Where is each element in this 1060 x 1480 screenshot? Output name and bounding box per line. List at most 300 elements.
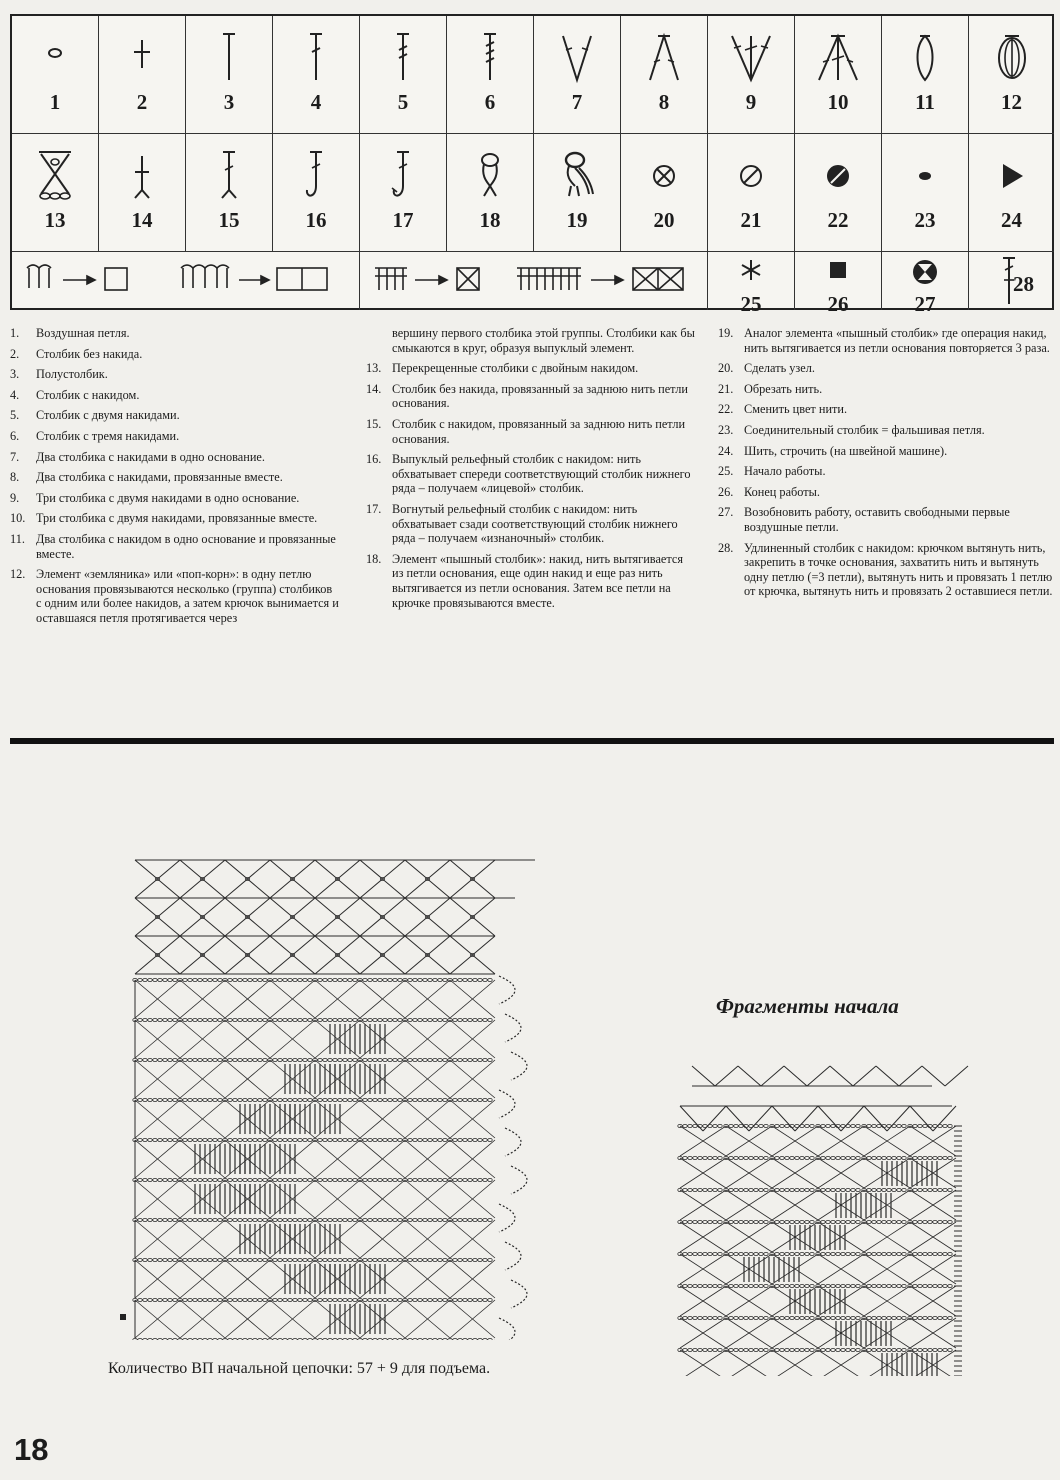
chain-stitch: [393, 1058, 397, 1061]
chain-stitch: [378, 1298, 382, 1301]
chain-stitch: [902, 1252, 906, 1255]
chain-stitch: [408, 978, 412, 981]
chain-stitch: [780, 1188, 784, 1191]
chain-stitch: [688, 1348, 692, 1351]
chain-stitch: [243, 978, 247, 981]
chain-stitch: [933, 1252, 937, 1255]
chart-stroke: [876, 1066, 899, 1086]
chain-stitch: [253, 978, 257, 981]
chain-stitch: [293, 1258, 297, 1261]
chain-stitch: [428, 1138, 432, 1141]
chain-stitch: [363, 1098, 367, 1101]
note-text: вершину первого столбика этой группы. Столбики как бы смыкаются в круг, образуя выпуклый элемент.: [392, 326, 695, 355]
chain-stitch: [408, 1218, 412, 1221]
chain-stitch: [698, 1316, 702, 1319]
joining-arrows-icon: [21, 260, 351, 300]
chain-stitch: [468, 1178, 472, 1181]
chain-stitch: [168, 1018, 172, 1021]
chain-stitch: [488, 1218, 492, 1221]
note-number: 11.: [10, 531, 25, 546]
chain-stitch: [228, 978, 232, 981]
legend-joining-diagram: [360, 252, 708, 310]
chain-stitch: [258, 1058, 262, 1061]
chain-stitch: [258, 1258, 262, 1261]
chain-stitch: [413, 1018, 417, 1021]
chart-stroke: [772, 1350, 818, 1376]
chain-stitch: [902, 1188, 906, 1191]
chain-stitch: [333, 1218, 337, 1221]
chain-stitch: [208, 1098, 212, 1101]
chain-stitch: [203, 1058, 207, 1061]
chain-stitch: [744, 1252, 748, 1255]
chain-stitch: [158, 1178, 162, 1181]
chain-stitch: [213, 978, 217, 981]
chart-stroke: [784, 1066, 807, 1086]
chain-stitch: [168, 1178, 172, 1181]
chain-stitch: [398, 1018, 402, 1021]
chain-stitch: [298, 1058, 302, 1061]
chart-stroke: [818, 1350, 864, 1376]
chain-stitch: [323, 1338, 327, 1340]
chain-stitch: [810, 1316, 814, 1319]
chain-stitch: [313, 1338, 317, 1340]
legend-number: 28: [1013, 272, 1034, 296]
chart-stroke: [945, 1066, 968, 1086]
chain-stitch: [213, 1338, 217, 1340]
chain-stitch: [851, 1220, 855, 1223]
edge-scallop: [511, 1280, 527, 1308]
chain-stitch: [887, 1316, 891, 1319]
chain-stitch: [749, 1316, 753, 1319]
chain-stitch: [453, 1098, 457, 1101]
fragments-title: Фрагменты начала: [716, 994, 899, 1018]
chain-stitch: [693, 1156, 697, 1159]
chain-stitch: [418, 1018, 422, 1021]
chain-stitch: [795, 1316, 799, 1319]
chain-stitch: [163, 1338, 167, 1340]
chain-stitch: [841, 1124, 845, 1127]
note-text: Два столбика с накидами в одно основание.: [36, 449, 265, 464]
chain-stitch: [343, 1338, 347, 1340]
chain-stitch: [183, 978, 187, 981]
joining-arrows-icon: [369, 260, 699, 300]
chain-stitch: [243, 1138, 247, 1141]
legend-number: 5: [397, 90, 409, 114]
chain-stitch: [298, 1218, 302, 1221]
chain-stitch: [198, 1258, 202, 1261]
note-number: 3.: [10, 367, 20, 382]
chain-stitch: [393, 1298, 397, 1301]
note-text: Полустолбик.: [36, 367, 108, 382]
chain-stitch: [208, 1218, 212, 1221]
chain-stitch: [841, 1156, 845, 1159]
chain-stitch: [383, 1018, 387, 1021]
chain-stitch: [739, 1284, 743, 1287]
chain-stitch: [398, 1058, 402, 1061]
note-text: Столбик без накида, провязанный за заднюю нить петли основания.: [392, 381, 688, 411]
chain-stitch: [463, 1178, 467, 1181]
chain-stitch: [303, 1218, 307, 1221]
chain-stitch: [288, 1338, 292, 1340]
chain-stitch: [333, 1018, 337, 1021]
chain-stitch: [248, 1338, 252, 1340]
chain-stitch: [333, 1178, 337, 1181]
chain-stitch: [831, 1156, 835, 1159]
legend-number: 14: [131, 208, 153, 232]
note-item: [718, 382, 1054, 397]
chain-stitch: [238, 1098, 242, 1101]
chain-stitch: [458, 1098, 462, 1101]
chain-stitch: [278, 1058, 282, 1061]
chain-stitch: [398, 978, 402, 981]
legend-number: 1: [49, 90, 61, 114]
chain-stitch: [780, 1252, 784, 1255]
chain-stitch: [288, 1178, 292, 1181]
chain-stitch: [734, 1348, 738, 1351]
chain-stitch: [213, 1058, 217, 1061]
note-text: Элемент «земляника» или «поп-корн»: в одну петлю основания провязываются несколько (группа) столбиков с одним или более накидов, а затем крючок вынимается и оставшаяся петля протягивается через: [36, 567, 339, 625]
chain-stitch: [213, 1098, 217, 1101]
chain-stitch: [168, 1138, 172, 1141]
chain-stitch: [273, 1298, 277, 1301]
legend-number: 19: [566, 208, 588, 232]
chain-stitch: [288, 1138, 292, 1141]
chain-stitch: [153, 1018, 157, 1021]
legend-cell: [447, 134, 534, 252]
chain-stitch: [348, 1338, 352, 1340]
chain-stitch: [303, 1258, 307, 1261]
chain-stitch: [263, 1258, 267, 1261]
note-number: 20.: [718, 361, 734, 376]
chain-stitch: [338, 1018, 342, 1021]
chain-stitch: [826, 1188, 830, 1191]
chain-stitch: [408, 1298, 412, 1301]
chain-stitch: [308, 1138, 312, 1141]
legend-number: 7: [571, 90, 583, 114]
chain-stitch: [243, 1178, 247, 1181]
chain-stitch: [218, 1058, 222, 1061]
chain-stitch: [734, 1124, 738, 1127]
chain-stitch: [892, 1124, 896, 1127]
chain-stitch: [173, 1018, 177, 1021]
chain-stitch: [831, 1252, 835, 1255]
chain-stitch: [198, 1058, 202, 1061]
chain-stitch: [433, 1058, 437, 1061]
chain-stitch: [754, 1124, 758, 1127]
chain-stitch: [373, 1098, 377, 1101]
legend-cell: [99, 16, 186, 134]
chain-stitch: [253, 1178, 257, 1181]
chain-stitch: [785, 1156, 789, 1159]
chain-stitch: [138, 1258, 142, 1261]
chain-stitch: [928, 1252, 932, 1255]
chain-stitch: [163, 1298, 167, 1301]
chain-stitch: [188, 1018, 192, 1021]
chain-stitch: [158, 1138, 162, 1141]
chain-stitch: [923, 1156, 927, 1159]
chain-stitch: [923, 1316, 927, 1319]
end-work-marker: [120, 1314, 126, 1320]
chain-stitch: [928, 1284, 932, 1287]
chain-stitch: [785, 1220, 789, 1223]
chain-stitch: [810, 1188, 814, 1191]
chain-stitch: [393, 1098, 397, 1101]
chain-stitch: [288, 1058, 292, 1061]
chain-stitch: [413, 1138, 417, 1141]
chart-stroke: [715, 1066, 738, 1086]
legend-cell: [447, 16, 534, 134]
chain-stitch: [308, 1218, 312, 1221]
chain-stitch: [398, 1218, 402, 1221]
chain-stitch: [143, 1098, 147, 1101]
chain-stitch: [293, 978, 297, 981]
chain-stitch: [713, 1156, 717, 1159]
chain-stitch: [438, 1338, 442, 1340]
chain-stitch: [913, 1284, 917, 1287]
chain-stitch: [795, 1252, 799, 1255]
legend-number: 15: [218, 208, 240, 232]
chain-stitch: [328, 1258, 332, 1261]
legend-number: 2: [136, 90, 148, 114]
chain-stitch: [713, 1220, 717, 1223]
chain-stitch: [253, 1298, 257, 1301]
chain-stitch: [373, 1338, 377, 1340]
legend-number: 21: [740, 208, 762, 232]
chain-stitch: [478, 1338, 482, 1340]
chain-stitch: [168, 1098, 172, 1101]
chain-stitch: [688, 1252, 692, 1255]
chain-stitch: [483, 1018, 487, 1021]
chain-stitch: [764, 1156, 768, 1159]
chain-stitch: [293, 1178, 297, 1181]
chain-stitch: [693, 1284, 697, 1287]
chain-stitch: [413, 1058, 417, 1061]
chain-stitch: [373, 1058, 377, 1061]
chain-stitch: [754, 1284, 758, 1287]
chain-stitch: [483, 1138, 487, 1141]
chain-stitch: [258, 978, 262, 981]
chain-stitch: [948, 1220, 952, 1223]
chain-stitch: [353, 1058, 357, 1061]
chain-stitch: [383, 1138, 387, 1141]
chain-stitch: [423, 1138, 427, 1141]
chain-stitch: [228, 1138, 232, 1141]
chain-stitch: [308, 1058, 312, 1061]
chain-stitch: [188, 1338, 192, 1340]
chain-stitch: [148, 978, 152, 981]
chain-stitch: [328, 1018, 332, 1021]
chain-stitch: [488, 1098, 492, 1101]
crochet-chart-main: [110, 840, 610, 1340]
chain-stitch: [739, 1188, 743, 1191]
chain-stitch: [428, 1298, 432, 1301]
chain-stitch: [749, 1348, 753, 1351]
legend-cell: [708, 16, 795, 134]
puff-variant-icon: [559, 146, 595, 202]
chain-stitch: [433, 1258, 437, 1261]
chain-stitch: [948, 1156, 952, 1159]
chain-stitch: [353, 1298, 357, 1301]
chain-stitch: [468, 1018, 472, 1021]
chain-stitch: [243, 1058, 247, 1061]
note-text: Вогнутый рельефный столбик с накидом: нить обхватывает сзади соответствующий столбик нижнего ряда – получаем «изнаночный» столбик.: [392, 501, 678, 546]
chain-stitch: [928, 1348, 932, 1351]
chart-stroke: [680, 1350, 726, 1376]
chain-stitch: [418, 1338, 422, 1340]
chain-stitch: [308, 1178, 312, 1181]
chain-stitch: [228, 1258, 232, 1261]
legend-cell: [882, 134, 969, 252]
chain-stitch: [708, 1252, 712, 1255]
chain-stitch: [168, 978, 172, 981]
chain-stitch: [708, 1316, 712, 1319]
chain-stitch: [428, 1258, 432, 1261]
note-text: Удлиненный столбик с накидом: крючком вытянуть нить, закрепить в точке основания, захватить нить и вытянуть одну петлю (=3 петли), вытянуть нить и провязать 1 петлю от крючка, вытянуть нить и провязать 2 оставшиеся петли.: [744, 540, 1053, 599]
chain-stitch: [438, 1058, 442, 1061]
chain-stitch: [693, 1252, 697, 1255]
chain-stitch: [353, 1218, 357, 1221]
chain-stitch: [228, 1338, 232, 1340]
chain-stitch: [143, 978, 147, 981]
chart-stroke: [899, 1066, 922, 1086]
legend-number: 20: [653, 208, 675, 232]
v-treble-icon: [728, 28, 774, 84]
chain-stitch: [780, 1220, 784, 1223]
chain-stitch: [408, 1018, 412, 1021]
chain-stitch: [383, 1298, 387, 1301]
chain-stitch: [810, 1252, 814, 1255]
legend-cell: [795, 16, 882, 134]
chain-stitch: [138, 1178, 142, 1181]
chain-stitch: [333, 1258, 337, 1261]
chain-stitch: [948, 1348, 952, 1351]
chain-stitch: [872, 1220, 876, 1223]
chain-stitch: [867, 1348, 871, 1351]
chain-stitch: [183, 1298, 187, 1301]
chain-stitch: [805, 1252, 809, 1255]
half-double-crochet-icon: [214, 28, 244, 84]
chain-stitch: [856, 1348, 860, 1351]
chain-stitch: [213, 1138, 217, 1141]
chain-stitch: [418, 1218, 422, 1221]
legend-cell: [969, 252, 1054, 310]
chain-stitch: [153, 1338, 157, 1340]
chain-stitch: [468, 1338, 472, 1340]
chain-stitch: [383, 1218, 387, 1221]
note-text: Три столбика с двумя накидами, провязанные вместе.: [36, 511, 318, 526]
chain-stitch: [851, 1348, 855, 1351]
chain-stitch: [877, 1124, 881, 1127]
chain-stitch: [178, 1338, 182, 1340]
chain-stitch: [897, 1156, 901, 1159]
chain-stitch: [183, 1178, 187, 1181]
note-item: [366, 452, 696, 496]
chain-stitch: [826, 1252, 830, 1255]
chain-stitch: [193, 1018, 197, 1021]
chain-stitch: [158, 1298, 162, 1301]
note-text: Столбик с тремя накидами.: [36, 428, 180, 443]
chain-stitch: [902, 1348, 906, 1351]
chain-stitch: [877, 1316, 881, 1319]
chain-stitch: [734, 1156, 738, 1159]
chain-stitch: [749, 1284, 753, 1287]
chain-stitch: [423, 1098, 427, 1101]
chain-stitch: [683, 1156, 687, 1159]
chain-stitch: [368, 1298, 372, 1301]
chain-stitch: [308, 1258, 312, 1261]
chain-stitch: [821, 1252, 825, 1255]
chain-stitch: [923, 1348, 927, 1351]
chain-stitch: [233, 1338, 237, 1340]
chain-stitch: [795, 1220, 799, 1223]
chain-stitch: [408, 1178, 412, 1181]
chain-stitch: [851, 1316, 855, 1319]
chain-stitch: [373, 1258, 377, 1261]
chain-stitch: [318, 1138, 322, 1141]
chain-stitch: [383, 1258, 387, 1261]
note-item: [366, 382, 696, 411]
chain-stitch: [343, 1138, 347, 1141]
chain-stitch: [923, 1220, 927, 1223]
chain-stitch: [943, 1124, 947, 1127]
chain-stitch: [897, 1220, 901, 1223]
chain-stitch: [138, 1058, 142, 1061]
chain-stitch: [163, 978, 167, 981]
chain-stitch: [897, 1348, 901, 1351]
chain-stitch: [453, 1258, 457, 1261]
chain-stitch: [293, 1218, 297, 1221]
chain-stitch: [488, 1258, 492, 1261]
chain-stitch: [183, 1018, 187, 1021]
chain-stitch: [263, 1178, 267, 1181]
legend-number: 26: [827, 292, 849, 316]
chain-stitch: [163, 1178, 167, 1181]
edge-scallop: [505, 1242, 521, 1270]
chain-stitch: [897, 1188, 901, 1191]
chain-stitch: [810, 1124, 814, 1127]
chain-stitch: [388, 1098, 392, 1101]
chain-stitch: [718, 1220, 722, 1223]
chain-stitch: [323, 978, 327, 981]
chain-stitch: [473, 978, 477, 981]
chain-stitch: [443, 1138, 447, 1141]
chain-stitch: [303, 1058, 307, 1061]
chain-stitch: [283, 1218, 287, 1221]
chain-stitch: [433, 1338, 437, 1340]
chain-stitch: [790, 1252, 794, 1255]
legend-number: 13: [44, 208, 66, 232]
chain-stitch: [258, 1018, 262, 1021]
chain-stitch: [698, 1252, 702, 1255]
chain-stitch: [203, 1338, 207, 1340]
chain-stitch: [897, 1316, 901, 1319]
chain-stitch: [698, 1284, 702, 1287]
start-work-icon: [739, 258, 763, 282]
chain-stitch: [363, 1218, 367, 1221]
change-color-icon: [823, 146, 853, 202]
cluster-2-icon: [644, 28, 684, 84]
chain-stitch: [443, 1018, 447, 1021]
end-work-icon: [826, 258, 850, 282]
chain-stitch: [744, 1348, 748, 1351]
chain-stitch: [693, 1188, 697, 1191]
chain-stitch: [729, 1348, 733, 1351]
chain-stitch: [913, 1124, 917, 1127]
chain-stitch: [708, 1188, 712, 1191]
chain-stitch: [458, 1178, 462, 1181]
tie-knot-icon: [649, 146, 679, 202]
chain-stitch: [298, 1258, 302, 1261]
